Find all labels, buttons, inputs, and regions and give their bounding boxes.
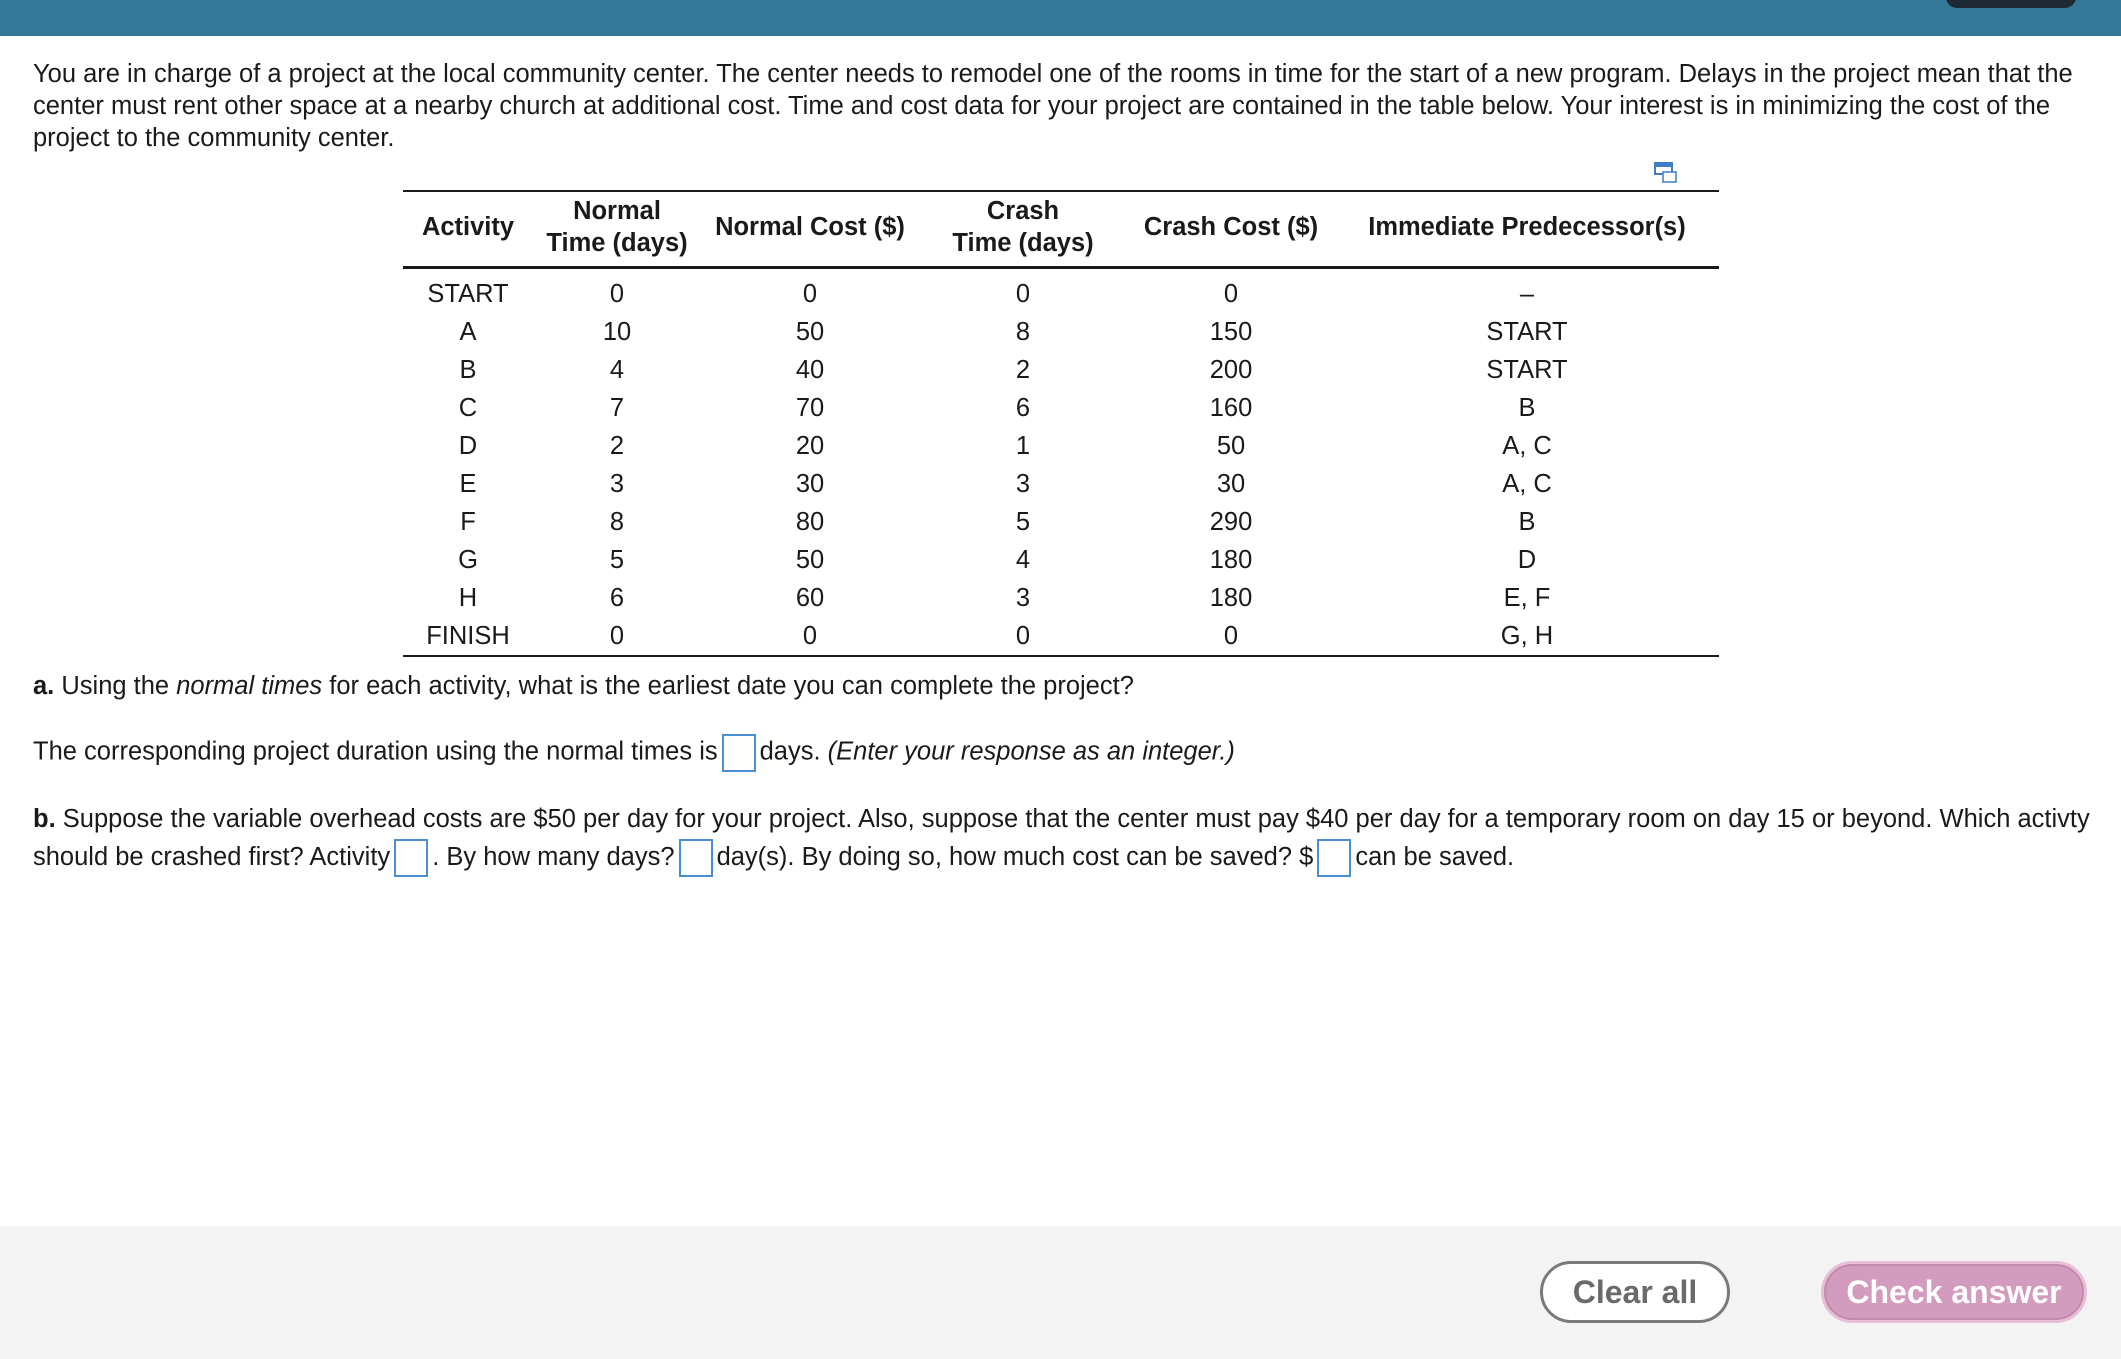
cell-activity: E xyxy=(459,470,477,498)
cell-crash-cost: 50 xyxy=(1216,432,1246,460)
cell-predecessors: D xyxy=(1517,546,1537,574)
table-body xyxy=(403,268,1719,657)
cell-crash-time: 2 xyxy=(1015,356,1031,384)
cell-activity: F xyxy=(460,508,476,536)
cell-crash-time: 0 xyxy=(1015,280,1031,308)
table-row xyxy=(403,617,1719,656)
data-table-container xyxy=(403,190,1719,657)
cell-crash-time: 3 xyxy=(1015,584,1031,612)
cell-crash-cost: 200 xyxy=(1209,356,1253,384)
cell-crash-time: 3 xyxy=(1015,470,1031,498)
cell-normal-cost: 20 xyxy=(795,432,825,460)
activity-data-table xyxy=(403,190,1719,657)
check-answer-button[interactable]: Check answer xyxy=(1821,1261,2087,1323)
footer-bar xyxy=(0,1226,2121,1359)
cell-activity: C xyxy=(458,394,478,422)
problem-intro: You are in charge of a project at the local community center. The center needs to remodel one of the rooms in time for the start of a new program. Delays in the project mean that the center must rent other space at a nearby church at additional cost. Time and cost data for your project are contained in the table below. Your interest is in minimizing the cost of the project to the community center. xyxy=(33,60,2073,152)
cell-normal-cost: 50 xyxy=(795,546,825,574)
cell-predecessors: START xyxy=(1486,356,1568,384)
cell-normal-time: 5 xyxy=(609,546,625,574)
cell-normal-cost: 60 xyxy=(795,584,825,612)
cell-normal-time: 6 xyxy=(609,584,625,612)
question-a: a. Using the normal times for each activity, what is the earliest date you can complete the project? xyxy=(33,672,1134,700)
cell-crash-cost: 150 xyxy=(1209,318,1253,346)
question-a-answer-line: The corresponding project duration using the normal times is days. (Enter your response as an integer.) xyxy=(33,734,1235,772)
table-row xyxy=(403,268,1719,314)
header-normal-cost: Normal Cost ($) xyxy=(701,191,919,268)
cell-normal-time: 3 xyxy=(609,470,625,498)
cell-normal-cost: 50 xyxy=(795,318,825,346)
cell-predecessors: B xyxy=(1518,394,1536,422)
cell-predecessors: E, F xyxy=(1503,584,1551,612)
cell-predecessors: B xyxy=(1518,508,1536,536)
cell-activity: A xyxy=(459,318,477,346)
table-row xyxy=(403,465,1719,503)
cell-normal-time: 8 xyxy=(609,508,625,536)
cell-activity: FINISH xyxy=(403,617,533,656)
cell-predecessors: G, H xyxy=(1335,617,1719,656)
cell-crash-time: 6 xyxy=(1015,394,1031,422)
cell-predecessors: – xyxy=(1519,280,1535,308)
cell-predecessors: A, C xyxy=(1502,470,1552,498)
cell-normal-cost: 0 xyxy=(802,280,818,308)
header-crash-cost: Crash Cost ($) xyxy=(1127,191,1335,268)
activity-to-crash-input[interactable] xyxy=(394,839,428,877)
cell-normal-time: 0 xyxy=(609,280,625,308)
cost-saved-input[interactable] xyxy=(1317,839,1351,877)
cell-crash-cost: 30 xyxy=(1216,470,1246,498)
cell-crash-cost: 0 xyxy=(1127,617,1335,656)
cell-normal-time: 10 xyxy=(602,318,632,346)
cell-normal-time: 0 xyxy=(533,617,701,656)
question-b: b. Suppose the variable overhead costs are $50 per day for your project. Also, suppose that the center must pay $40 per day for a temporary room on day 15 or beyond. Which activty should be crashed first? Activity . By how many days? day(s). By doing so, how much cost can be saved? $ can be saved. xyxy=(33,800,2093,877)
popout-window-icon[interactable] xyxy=(1654,162,1678,184)
project-duration-input[interactable] xyxy=(722,734,756,772)
cell-predecessors: START xyxy=(1486,318,1568,346)
cell-normal-time: 4 xyxy=(609,356,625,384)
cell-crash-cost: 180 xyxy=(1209,584,1253,612)
cell-crash-time: 8 xyxy=(1015,318,1031,346)
cell-activity: G xyxy=(458,546,478,574)
cell-normal-cost: 30 xyxy=(795,470,825,498)
table-row xyxy=(403,351,1719,389)
clear-all-button[interactable]: Clear all xyxy=(1540,1261,1730,1323)
cell-crash-time: 1 xyxy=(1015,432,1031,460)
table-header-row xyxy=(403,191,1719,268)
cell-normal-cost: 40 xyxy=(795,356,825,384)
header-crash-time: Crash Time (days) xyxy=(919,191,1127,268)
cell-normal-time: 7 xyxy=(609,394,625,422)
table-row xyxy=(403,541,1719,579)
cell-crash-cost: 290 xyxy=(1209,508,1253,536)
table-row xyxy=(403,389,1719,427)
table-row xyxy=(403,313,1719,351)
top-bar xyxy=(0,0,2121,36)
cell-normal-cost: 0 xyxy=(701,617,919,656)
cell-crash-time: 0 xyxy=(919,617,1127,656)
header-activity: Activity xyxy=(403,191,533,268)
cell-activity: START xyxy=(427,280,509,308)
cell-crash-time: 5 xyxy=(1015,508,1031,536)
cell-crash-time: 4 xyxy=(1015,546,1031,574)
table-row xyxy=(403,427,1719,465)
cell-crash-cost: 180 xyxy=(1209,546,1253,574)
cell-normal-cost: 70 xyxy=(795,394,825,422)
cell-crash-cost: 0 xyxy=(1223,280,1239,308)
header-normal-time: Normal Time (days) xyxy=(533,191,701,268)
top-bar-menu-pill[interactable] xyxy=(1946,0,2076,8)
crash-days-input[interactable] xyxy=(679,839,713,877)
cell-normal-time: 2 xyxy=(609,432,625,460)
cell-crash-cost: 160 xyxy=(1209,394,1253,422)
cell-activity: H xyxy=(458,584,478,612)
header-predecessors: Immediate Predecessor(s) xyxy=(1335,191,1719,268)
cell-normal-cost: 80 xyxy=(795,508,825,536)
cell-activity: D xyxy=(458,432,478,460)
cell-activity: B xyxy=(459,356,477,384)
table-row xyxy=(403,503,1719,541)
table-row xyxy=(403,579,1719,617)
cell-predecessors: A, C xyxy=(1502,432,1552,460)
